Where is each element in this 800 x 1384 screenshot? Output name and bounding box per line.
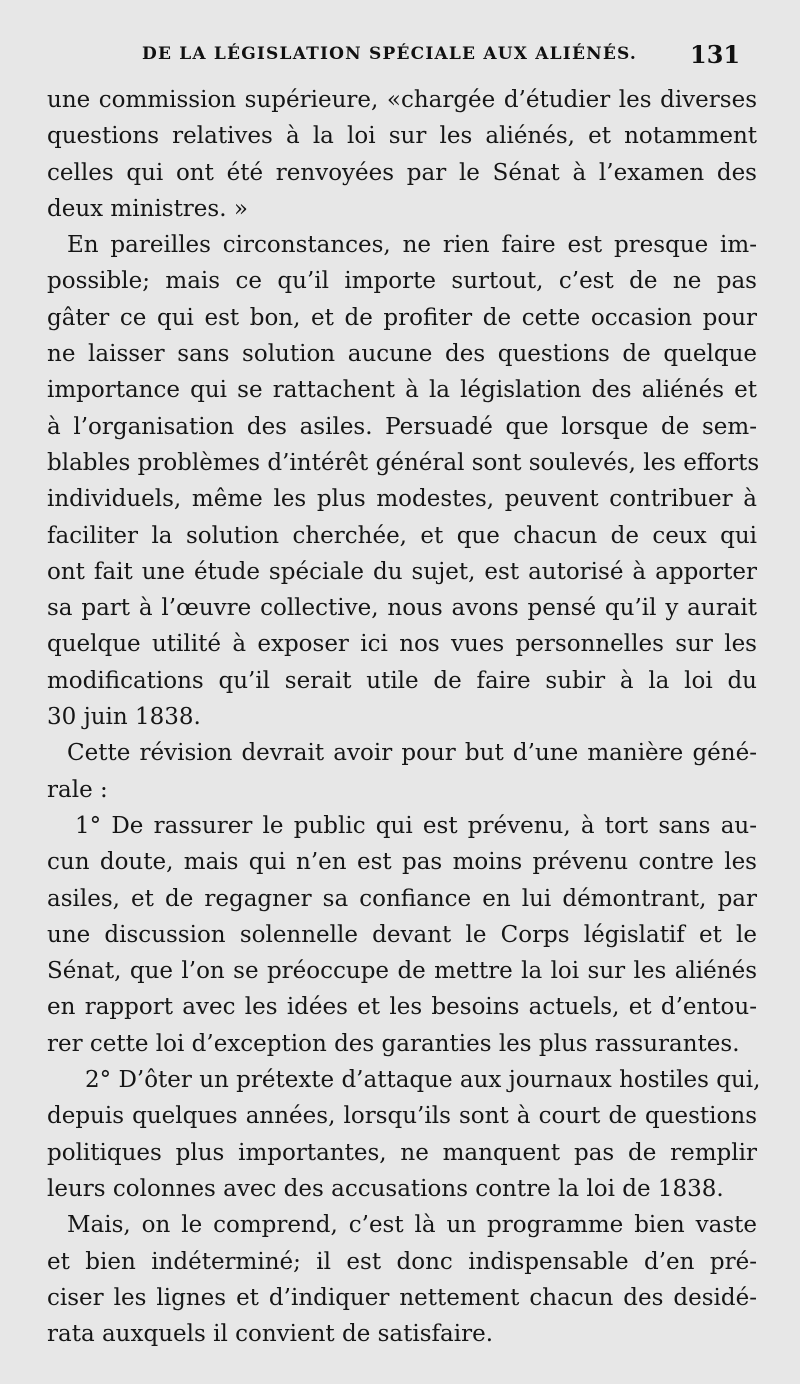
text-line: quelque utilité à exposer ici nos vues personnelles sur les (47, 631, 757, 658)
text-line: deux ministres. » (47, 195, 248, 222)
text-line: ne laisser sans solution aucune des questions de quelque (47, 341, 757, 368)
text-line: importance qui se rattachent à la législation des aliénés et (47, 377, 757, 404)
text-line: 30 juin 1838. (47, 704, 201, 731)
text-line: à l’organisation des asiles. Persuadé que lorsque de sem- (47, 413, 757, 440)
text-line: celles qui ont été renvoyées par le Sénat à l’examen des (47, 159, 757, 186)
paragraph-continuation (47, 82, 757, 227)
text-line: rer cette loi d’exception des garanties les plus rassurantes. (47, 1030, 740, 1057)
text-line: faciliter la solution cherchée, et que chacun de ceux qui (47, 522, 757, 549)
text-line: Sénat, que l’on se préoccupe de mettre la loi sur les aliénés (47, 958, 757, 985)
text-line: une discussion solennelle devant le Corps législatif et le (47, 921, 757, 948)
text-line: leurs colonnes avec des accusations contre la loi de 1838. (47, 1175, 724, 1202)
text-line: questions relatives à la loi sur les aliénés, et notamment (47, 123, 757, 150)
text-line: politiques plus importantes, ne manquent pas de remplir (47, 1139, 757, 1166)
text-line: gâter ce qui est bon, et de profiter de cette occasion pour (47, 304, 757, 331)
numbered-paragraph (47, 808, 757, 1062)
page-number: 131 (690, 40, 741, 69)
text-line: Mais, on le comprend, c’est là un programme bien vaste (67, 1212, 757, 1239)
text-line: rata auxquels il convient de satisfaire. (47, 1321, 494, 1348)
text-line: possible; mais ce qu’il importe surtout, c’est de ne pas (47, 268, 757, 295)
paragraph (47, 735, 757, 808)
text-line: en rapport avec les idées et les besoins actuels, et d’entou- (47, 994, 757, 1021)
text-line: une commission supérieure, «chargée d’étudier les diverses (47, 87, 757, 113)
text-line: 1° De rassurer le public qui est prévenu, à tort sans au- (75, 812, 757, 839)
text-line: En pareilles circonstances, ne rien faire est presque im- (67, 232, 757, 259)
text-line: blables problèmes d’intérêt général sont soulevés, les efforts (47, 449, 760, 476)
body-text (47, 82, 761, 1352)
text-line: 2° D’ôter un prétexte d’attaque aux journaux hostiles qui, (85, 1067, 761, 1094)
paragraph (47, 1207, 757, 1352)
numbered-paragraph (47, 1062, 761, 1207)
page-header (0, 40, 800, 80)
text-line: depuis quelques années, lorsqu’ils sont à court de questions (47, 1103, 757, 1130)
paragraph (47, 227, 760, 735)
text-line: rale : (47, 776, 108, 803)
text-line: et bien indéterminé; il est donc indispensable d’en pré- (47, 1248, 757, 1275)
text-line: ont fait une étude spéciale du sujet, est autorisé à apporter (47, 558, 757, 585)
text-line: asiles, et de regagner sa confiance en lui démontrant, par (47, 885, 757, 912)
text-line: ciser les lignes et d’indiquer nettement chacun des desidé- (47, 1284, 757, 1311)
text-line: Cette révision devrait avoir pour but d’une manière géné- (67, 740, 757, 767)
text-line: sa part à l’œuvre collective, nous avons pensé qu’il y aurait (47, 595, 757, 622)
running-title: DE LA LÉGISLATION SPÉCIALE AUX ALIÉNÉS. (142, 44, 638, 64)
text-line: individuels, même les plus modestes, peuvent contribuer à (47, 486, 757, 513)
text-line: cun doute, mais qui n’en est pas moins prévenu contre les (47, 849, 757, 876)
text-line: modifications qu’il serait utile de faire subir à la loi du (47, 667, 757, 694)
